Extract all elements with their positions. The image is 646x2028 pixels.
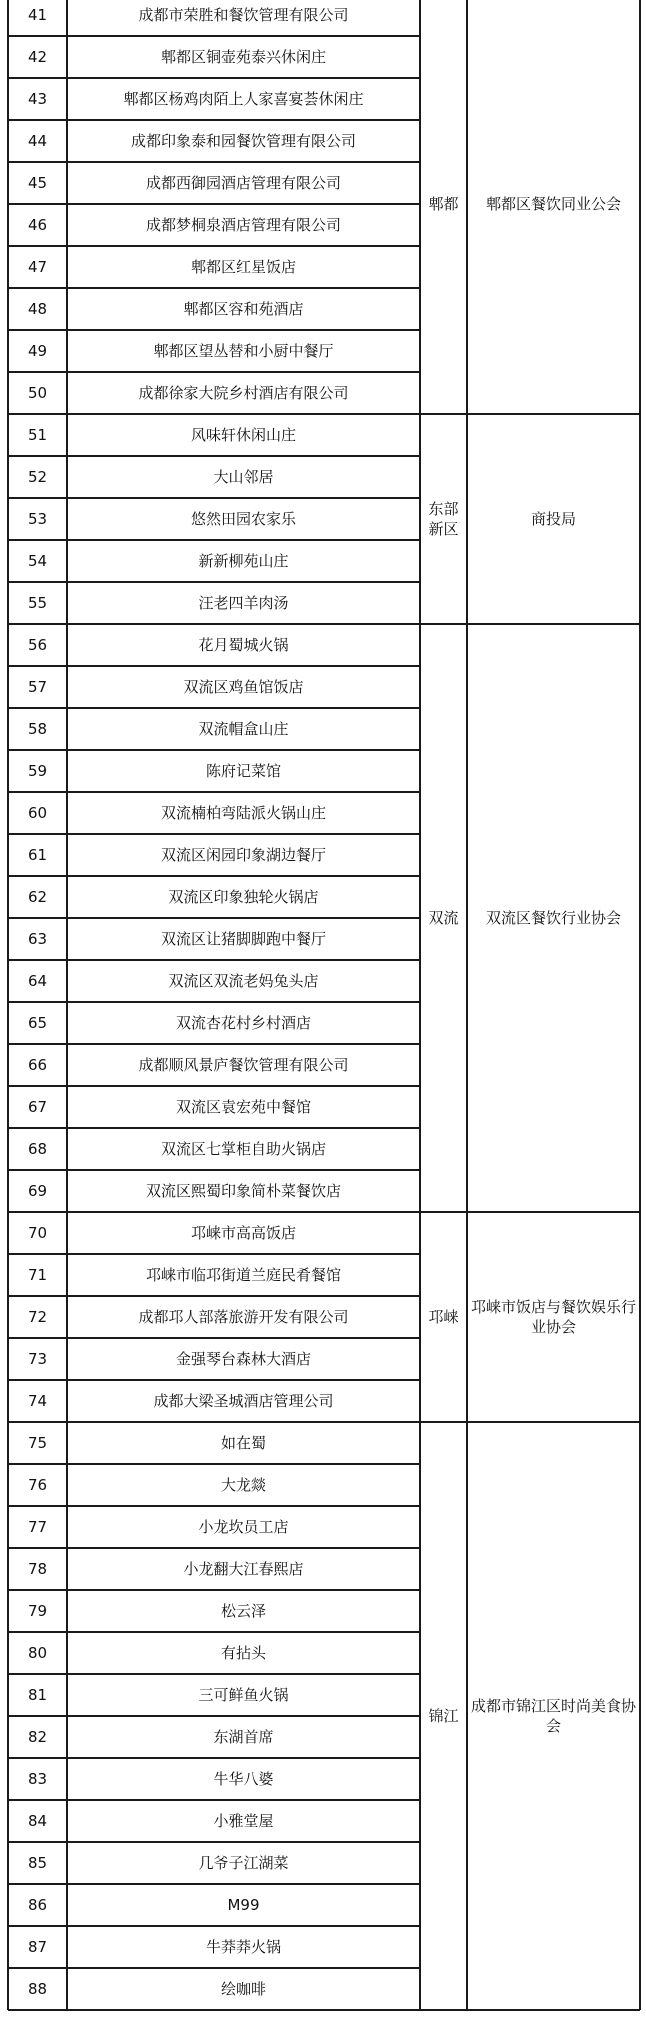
row-number: 73: [27, 1350, 48, 1368]
restaurant-name: 小雅堂屋: [213, 1812, 274, 1830]
row-divider: [8, 287, 420, 289]
restaurant-name: 大山邻居: [213, 468, 274, 486]
restaurant-name: 东湖首席: [213, 1728, 274, 1746]
association-cell: 双流区餐饮行业协会: [485, 909, 621, 927]
restaurant-name: 双流区印象独轮火锅店: [168, 888, 319, 906]
column-divider: [419, 0, 421, 2010]
restaurant-name: 成都西御园酒店管理有限公司: [145, 174, 341, 192]
restaurant-name: 双流区七掌柜自助火锅店: [160, 1140, 326, 1158]
restaurant-name: 双流区熙蜀印象简朴菜餐饮店: [145, 1182, 341, 1200]
row-number: 71: [27, 1266, 48, 1284]
row-divider: [8, 833, 420, 835]
restaurant-name: 牛莽莽火锅: [205, 1938, 281, 1956]
row-divider: [8, 35, 420, 37]
row-divider: [8, 1421, 420, 1423]
row-divider: [8, 1673, 420, 1675]
row-number: 70: [27, 1224, 48, 1242]
row-divider: [8, 623, 420, 625]
row-number: 50: [27, 384, 48, 402]
row-divider: [8, 455, 420, 457]
row-number: 64: [27, 972, 48, 990]
row-divider: [8, 77, 420, 79]
row-number: 47: [27, 258, 48, 276]
row-divider: [8, 1211, 420, 1213]
association-cell: 成都市锦江区时尚美食协会: [470, 1697, 636, 1735]
row-number: 85: [27, 1854, 48, 1872]
row-divider: [8, 1127, 420, 1129]
row-divider: [8, 1001, 420, 1003]
row-divider: [8, 1841, 420, 1843]
group-divider: [420, 2009, 640, 2011]
row-divider: [8, 959, 420, 961]
row-number: 51: [27, 426, 48, 444]
restaurant-name: 双流区鸡鱼馆饭店: [183, 678, 304, 696]
restaurant-name: 成都邛人部落旅游开发有限公司: [138, 1308, 349, 1326]
row-number: 80: [27, 1644, 48, 1662]
row-number: 78: [27, 1560, 48, 1578]
restaurant-name: 花月蜀城火锅: [198, 636, 289, 654]
restaurant-name: 邛崃市高高饭店: [190, 1224, 296, 1242]
restaurant-name: 双流杏花村乡村酒店: [175, 1014, 311, 1032]
row-number: 45: [27, 174, 48, 192]
restaurant-name: 双流帽盒山庄: [198, 720, 289, 738]
restaurant-name: 双流区让猪脚脚跑中餐厅: [160, 930, 326, 948]
restaurant-name: 绘咖啡: [220, 1980, 266, 1998]
row-divider: [8, 245, 420, 247]
association-cell: 邛崃市饭店与餐饮娱乐行业协会: [470, 1298, 636, 1336]
row-divider: [8, 161, 420, 163]
row-number: 67: [27, 1098, 48, 1116]
restaurant-name: 松云泽: [220, 1602, 266, 1620]
row-number: 49: [27, 342, 48, 360]
row-divider: [8, 1589, 420, 1591]
row-divider: [8, 1631, 420, 1633]
row-number: 55: [27, 594, 48, 612]
row-number: 41: [27, 6, 48, 24]
restaurant-name: 新新柳苑山庄: [198, 552, 289, 570]
row-number: 84: [27, 1812, 48, 1830]
row-number: 44: [27, 132, 48, 150]
restaurant-name: 双流区闲园印象湖边餐厅: [160, 846, 326, 864]
row-number: 79: [27, 1602, 48, 1620]
row-divider: [8, 203, 420, 205]
restaurant-name: 双流区双流老妈兔头店: [168, 972, 319, 990]
row-number: 81: [27, 1686, 48, 1704]
row-number: 57: [27, 678, 48, 696]
association-cell: 商投局: [530, 510, 576, 528]
row-divider: [8, 1337, 420, 1339]
row-number: 52: [27, 468, 48, 486]
row-divider: [8, 371, 420, 373]
row-number: 56: [27, 636, 48, 654]
row-number: 62: [27, 888, 48, 906]
row-number: 53: [27, 510, 48, 528]
column-divider: [66, 0, 68, 2010]
restaurant-name: 金强琴台森林大酒店: [175, 1350, 311, 1368]
restaurant-name: 牛华八婆: [213, 1770, 274, 1788]
restaurant-name: 成都印象泰和园餐饮管理有限公司: [130, 132, 356, 150]
group-divider: [420, 623, 640, 625]
row-divider: [8, 1967, 420, 1969]
row-divider: [8, 1715, 420, 1717]
row-number: 72: [27, 1308, 48, 1326]
row-number: 42: [27, 48, 48, 66]
restaurant-name: 成都大梁圣城酒店管理公司: [153, 1392, 334, 1410]
restaurant-name: 陈府记菜馆: [205, 762, 281, 780]
row-number: 75: [27, 1434, 48, 1452]
restaurant-name: 郫都区杨鸡肉陌上人家喜宴荟休闲庄: [123, 90, 364, 108]
column-divider: [7, 0, 9, 2010]
row-divider: [8, 1799, 420, 1801]
district-cell: 郫都: [428, 195, 459, 213]
group-divider: [420, 1211, 640, 1213]
row-number: 68: [27, 1140, 48, 1158]
row-number: 61: [27, 846, 48, 864]
column-divider: [639, 0, 641, 2010]
restaurant-name: 邛崃市临邛街道兰庭民肴餐馆: [145, 1266, 341, 1284]
row-number: 59: [27, 762, 48, 780]
restaurant-name: 小龙坎员工店: [198, 1518, 289, 1536]
row-divider: [8, 1169, 420, 1171]
district-cell: 东部新区: [428, 500, 459, 538]
row-divider: [8, 329, 420, 331]
restaurant-name: 大龙燚: [220, 1476, 266, 1494]
row-divider: [8, 1547, 420, 1549]
row-divider: [8, 1757, 420, 1759]
row-number: 46: [27, 216, 48, 234]
restaurant-name: 郫都区容和苑酒店: [183, 300, 304, 318]
restaurant-name: 郫都区望丛替和小厨中餐厅: [153, 342, 334, 360]
restaurant-name: 双流区袁宏苑中餐馆: [175, 1098, 311, 1116]
row-divider: [8, 1925, 420, 1927]
row-number: 74: [27, 1392, 48, 1410]
row-number: 83: [27, 1770, 48, 1788]
restaurant-name: 成都顺风景庐餐饮管理有限公司: [138, 1056, 349, 1074]
row-number: 69: [27, 1182, 48, 1200]
group-divider: [420, 413, 640, 415]
association-cell: 郫都区餐饮同业公会: [485, 195, 621, 213]
restaurant-name: 如在蜀: [220, 1434, 266, 1452]
row-divider: [8, 2009, 420, 2011]
row-number: 63: [27, 930, 48, 948]
row-number: 77: [27, 1518, 48, 1536]
row-divider: [8, 665, 420, 667]
row-divider: [8, 749, 420, 751]
district-cell: 邛崃: [428, 1308, 459, 1326]
row-number: 87: [27, 1938, 48, 1956]
row-divider: [8, 1379, 420, 1381]
restaurant-name: 郫都区铜壶苑泰兴休闲庄: [160, 48, 326, 66]
restaurant-name: 郫都区红星饭店: [190, 258, 296, 276]
row-divider: [8, 539, 420, 541]
row-divider: [8, 1085, 420, 1087]
row-divider: [8, 875, 420, 877]
restaurant-name: 悠然田园农家乐: [190, 510, 296, 528]
row-divider: [8, 707, 420, 709]
district-cell: 锦江: [428, 1707, 459, 1725]
row-number: 66: [27, 1056, 48, 1074]
restaurant-name: 成都梦桐泉酒店管理有限公司: [145, 216, 341, 234]
row-number: 48: [27, 300, 48, 318]
group-divider: [420, 1421, 640, 1423]
restaurant-name: 双流楠柏弯陆派火锅山庄: [160, 804, 326, 822]
row-divider: [8, 1505, 420, 1507]
row-number: 86: [27, 1896, 48, 1914]
restaurant-name: M99: [227, 1896, 260, 1914]
row-number: 82: [27, 1728, 48, 1746]
row-number: 43: [27, 90, 48, 108]
row-divider: [8, 1043, 420, 1045]
row-divider: [8, 1463, 420, 1465]
row-divider: [8, 1295, 420, 1297]
restaurant-name: 小龙翻大江春熙店: [183, 1560, 304, 1578]
row-number: 60: [27, 804, 48, 822]
restaurant-name: 几爷子江湖菜: [198, 1854, 289, 1872]
restaurant-name: 汪老四羊肉汤: [198, 594, 289, 612]
restaurant-name: 有拈头: [220, 1644, 266, 1662]
column-divider: [466, 0, 468, 2010]
restaurant-name: 风味轩休闲山庄: [190, 426, 296, 444]
row-divider: [8, 1883, 420, 1885]
restaurant-name: 三可鲜鱼火锅: [198, 1686, 289, 1704]
row-divider: [8, 413, 420, 415]
row-divider: [8, 791, 420, 793]
row-number: 88: [27, 1980, 48, 1998]
restaurant-name: 成都徐家大院乡村酒店有限公司: [138, 384, 349, 402]
row-divider: [8, 119, 420, 121]
row-number: 65: [27, 1014, 48, 1032]
restaurant-name: 成都市荣胜和餐饮管理有限公司: [138, 6, 349, 24]
row-number: 58: [27, 720, 48, 738]
row-number: 76: [27, 1476, 48, 1494]
row-divider: [8, 917, 420, 919]
row-divider: [8, 581, 420, 583]
district-cell: 双流: [428, 909, 459, 927]
row-number: 54: [27, 552, 48, 570]
row-divider: [8, 1253, 420, 1255]
row-divider: [8, 497, 420, 499]
